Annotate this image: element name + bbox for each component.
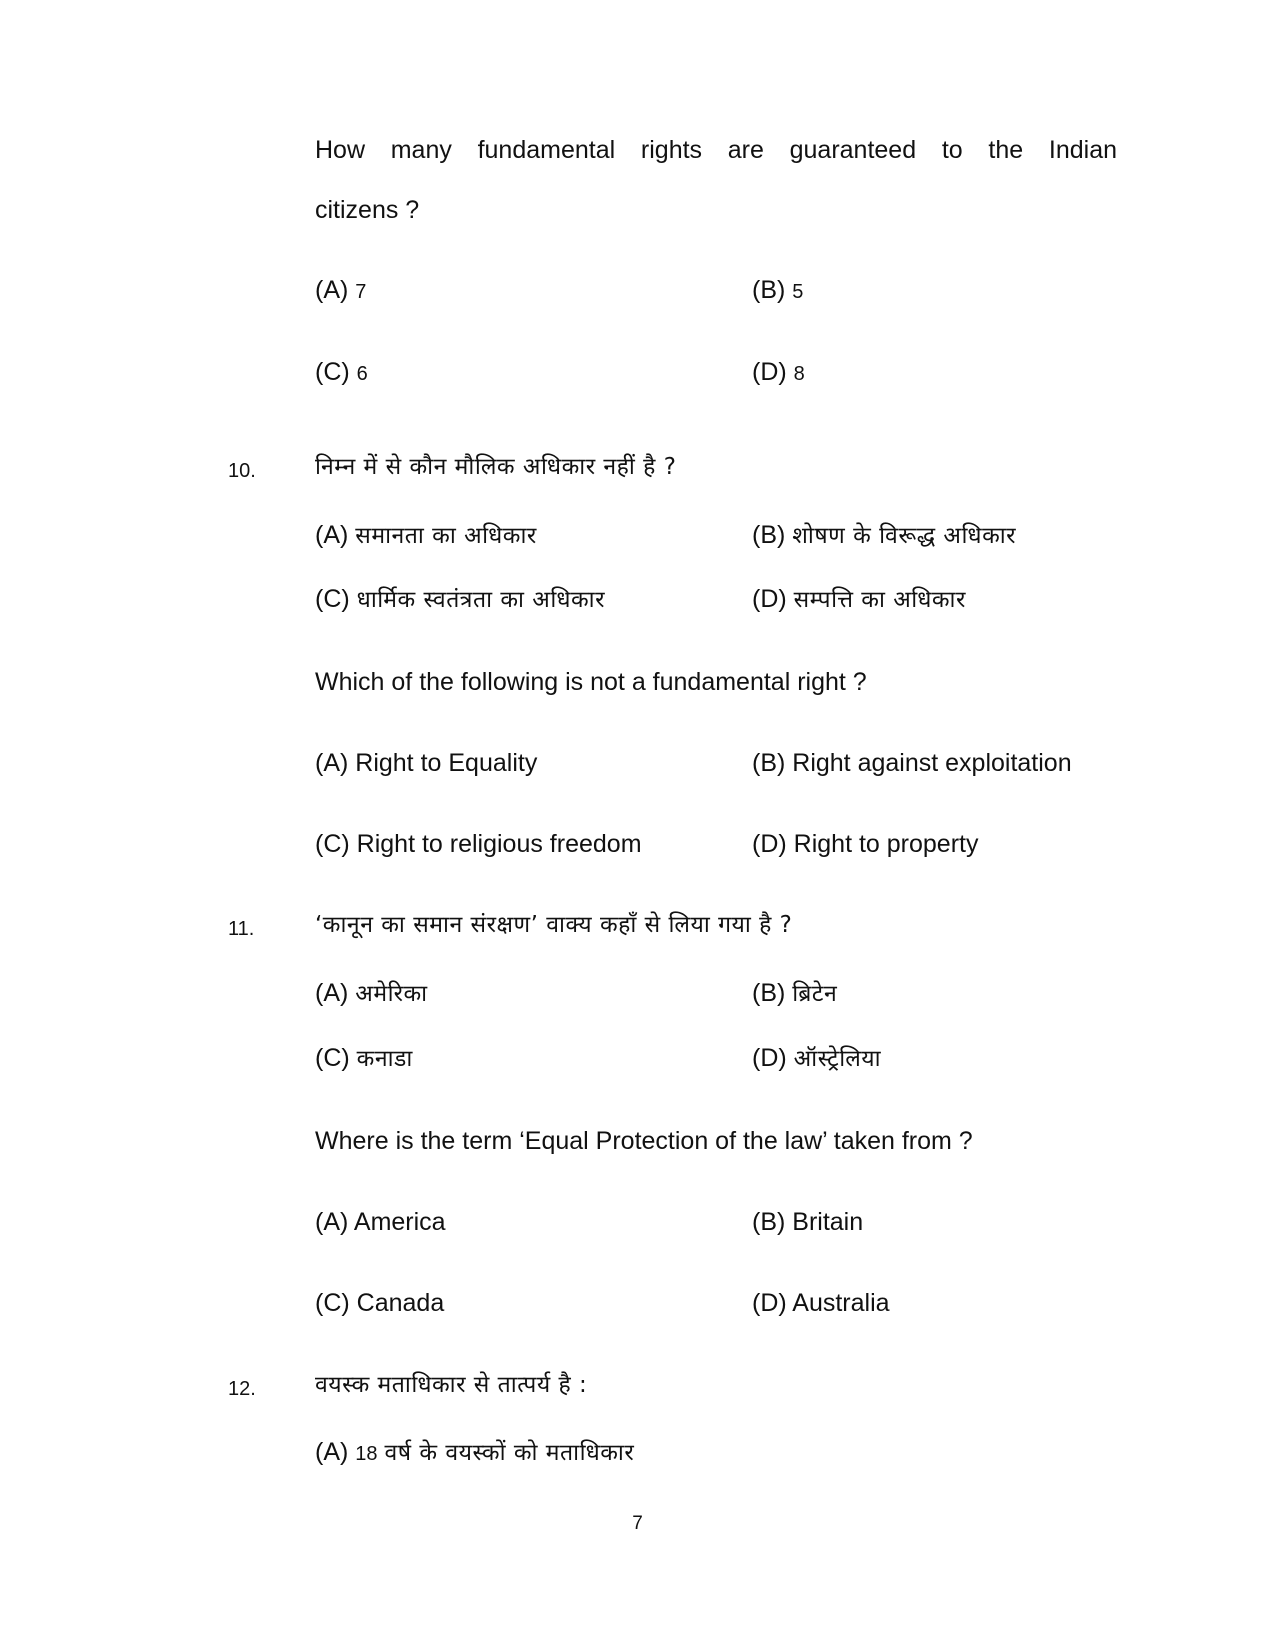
q12-number: 12.	[228, 1378, 256, 1400]
q11-hindi-option-b-text: ब्रिटेन	[792, 981, 838, 1007]
q11-hindi-option-d-text: ऑस्ट्रेलिया	[793, 1046, 882, 1072]
q11-hindi-question: ‘कानून का समान संरक्षण’ वाक्य कहाँ से लिया गया है ?	[315, 912, 793, 938]
q12-hindi-option-a-text: वर्ष के वयस्कों को मताधिकार	[384, 1440, 635, 1466]
q10-hindi-question: निम्न में से कौन मौलिक अधिकार नहीं है ?	[315, 454, 677, 480]
q11-english-option-d: (D) Australia	[752, 1289, 890, 1317]
q9-option-c-text: 6	[356, 363, 368, 385]
q9-option-a	[315, 275, 366, 307]
q9-option-d	[752, 357, 805, 389]
q11-hindi-option-b	[752, 978, 837, 1009]
q9-question-line1: How many fundamental rights are guaranteed to the Indian	[315, 136, 1117, 164]
page-number: 7	[632, 1513, 643, 1534]
q9-option-d-text: 8	[793, 363, 805, 385]
q10-hindi-option-a-text: समानता का अधिकार	[355, 523, 537, 549]
q10-hindi-option-d-key: (D)	[752, 585, 787, 613]
q10-english-option-d: (D) Right to property	[752, 830, 979, 858]
q11-hindi-option-a	[315, 978, 428, 1009]
q9-option-d-key: (D)	[752, 358, 787, 386]
q10-english-question: Which of the following is not a fundamental right ?	[315, 668, 867, 696]
q10-number: 10.	[228, 460, 256, 482]
q10-hindi-option-a-key: (A)	[315, 521, 349, 549]
q11-hindi-option-c-text: कनाडा	[356, 1046, 413, 1072]
q10-english-option-a: (A) Right to Equality	[315, 749, 538, 777]
q11-hindi-option-d-key: (D)	[752, 1044, 787, 1072]
q9-option-b-text: 5	[792, 281, 804, 303]
q9-question-line2: citizens ?	[315, 196, 420, 224]
q9-option-b-key: (B)	[752, 276, 786, 304]
q9-option-b	[752, 275, 803, 307]
q10-hindi-option-b-key: (B)	[752, 521, 786, 549]
q11-hindi-option-d	[752, 1043, 881, 1074]
q10-hindi-option-d-text: सम्पत्ति का अधिकार	[793, 587, 966, 613]
q9-option-a-key: (A)	[315, 276, 349, 304]
q11-hindi-option-a-key: (A)	[315, 979, 349, 1007]
q12-hindi-option-a-key: (A)	[315, 1438, 349, 1466]
q11-english-option-a: (A) America	[315, 1208, 446, 1236]
q9-option-c-key: (C)	[315, 358, 350, 386]
q10-hindi-option-c-text: धार्मिक स्वतंत्रता का अधिकार	[356, 587, 606, 613]
q12-hindi-option-a	[315, 1437, 634, 1469]
q10-hindi-option-b	[752, 520, 1016, 551]
q11-hindi-option-c-key: (C)	[315, 1044, 350, 1072]
q9-option-a-text: 7	[355, 281, 367, 303]
q10-english-option-c: (C) Right to religious freedom	[315, 830, 642, 858]
q10-hindi-option-a	[315, 520, 537, 551]
q10-english-option-b: (B) Right against exploitation	[752, 749, 1072, 777]
q12-hindi-option-a-number: 18	[355, 1443, 378, 1465]
q10-hindi-option-b-text: शोषण के विरूद्ध अधिकार	[792, 523, 1017, 549]
q9-option-c	[315, 357, 368, 389]
q10-hindi-option-c	[315, 584, 605, 615]
q11-hindi-option-b-key: (B)	[752, 979, 786, 1007]
q11-english-option-b: (B) Britain	[752, 1208, 864, 1236]
q11-number: 11.	[228, 918, 255, 940]
q11-hindi-option-c	[315, 1043, 413, 1074]
q10-hindi-option-c-key: (C)	[315, 585, 350, 613]
q11-hindi-option-a-text: अमेरिका	[355, 981, 428, 1007]
q10-hindi-option-d	[752, 584, 966, 615]
q12-hindi-question: वयस्क मताधिकार से तात्पर्य है :	[315, 1372, 588, 1398]
q11-english-question: Where is the term ‘Equal Protection of the law’ taken from ?	[315, 1127, 973, 1155]
q11-english-option-c: (C) Canada	[315, 1289, 445, 1317]
